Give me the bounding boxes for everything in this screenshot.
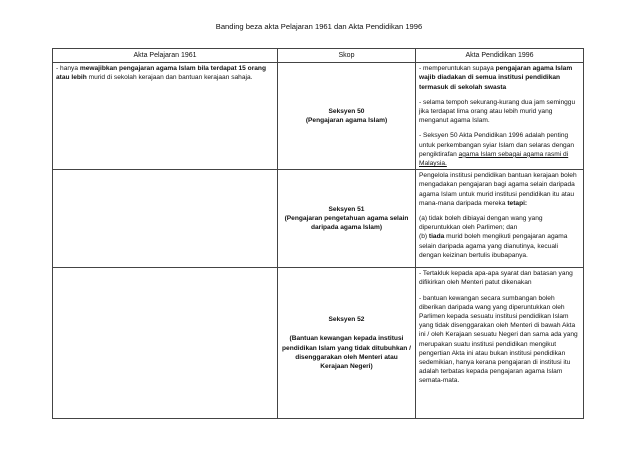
table-row (53, 170, 584, 268)
bold-text: mewajibkan pengajaran agama Islam bila terdapat 15 orang atau lebih (56, 65, 266, 82)
section-title: Seksyen 50 (328, 108, 365, 116)
header-akta-1961: Akta Pelajaran 1961 (53, 49, 278, 63)
paragraph: - memperuntukan supaya pengajaran agama Islam wajib diadakan di semua institusi pendidikan termasuk di sekolah swasta (419, 65, 573, 91)
cell-akta-1961-empty (53, 170, 278, 268)
paragraph: - Tertakluk kepada apa-apa syarat dan batasan yang difikirkan oleh Menteri patut dikenakan (419, 270, 573, 287)
table-row (53, 268, 584, 419)
cell-akta-1961 (53, 63, 278, 170)
table-row (53, 63, 584, 170)
cell-akta-1996 (416, 170, 584, 268)
document-title: Banding beza akta Pelajaran 1961 dan Akta Pendidikan 1996 (215, 22, 423, 31)
paragraph: - Seksyen 50 Akta Pendidikan 1996 adalah penting untuk perkembangan syiar Islam dan selaras dengan pengiktirafan agama Islam sebagai agama rasmi di Malaysia. (419, 132, 575, 168)
cell-skop (278, 63, 416, 170)
cell-skop (278, 170, 416, 268)
section-subtitle: (Bantuan kewangan kepada institusi pendidikan Islam yang tidak ditubuhkan / disenggarakan oleh Menteri atau Kerajaan Negeri) (282, 335, 411, 371)
header-akta-1996: Akta Pendidikan 1996 (416, 49, 584, 63)
text-segment: murid di sekolah kerajaan dan bantuan kerajaan sahaja. (86, 74, 253, 82)
cell-akta-1961-empty (53, 268, 278, 419)
paragraph: (a) tidak boleh dibiayai dengan wang yang diperuntukkan oleh Parlimen; dan (419, 215, 543, 232)
paragraph: Pengelola institusi pendidikan bantuan kerajaan boleh mengadakan pengajaran bagi agama selain daripada agama Islam untuk murid institusi pendidikan itu atau mana-mana daripada mereka tetapi: (419, 172, 577, 207)
paragraph: - selama tempoh sekurang-kurang dua jam seminggu jika terdapat lima orang atau lebih murid yang menganut agama Islam. (419, 98, 576, 125)
paragraph: - bantuan kewangan secara sumbangan boleh diberikan daripada wang yang diperuntukkan oleh Parlimen kepada sesuatu institusi pendidikan Islam yang tidak disenggarakan oleh Menteri di bawah Akta ini / oleh Kerajaan sesuatu Negeri dan sama ada yang merupakan suatu institusi pendidikan mengikut pengertian Akta ini atau bukan institusi pendidikan sedemikian, hanya kerana pengajaran di institusi itu adalah terbatas kepada pengajaran agama Islam semata-mata. (419, 294, 578, 385)
comparison-table (52, 48, 584, 419)
cell-skop (278, 268, 416, 419)
section-subtitle: (Pengajaran pengetahuan agama selain daripada agama Islam) (284, 215, 409, 232)
text-segment: - hanya (56, 65, 80, 73)
table-header-row (53, 49, 584, 63)
paragraph: (b) tiada murid boleh mengikuti pengajaran agama selain daripada agama yang dianutinya, kecuali dengan keizinan bertulis ibubapanya. (419, 233, 568, 259)
section-title: Seksyen 51 (328, 205, 365, 213)
section-title: Seksyen 52 (328, 316, 365, 324)
section-subtitle: (Pengajaran agama Islam) (305, 117, 388, 125)
header-skop: Skop (278, 49, 416, 63)
cell-akta-1996 (416, 268, 584, 419)
cell-akta-1996 (416, 63, 584, 170)
